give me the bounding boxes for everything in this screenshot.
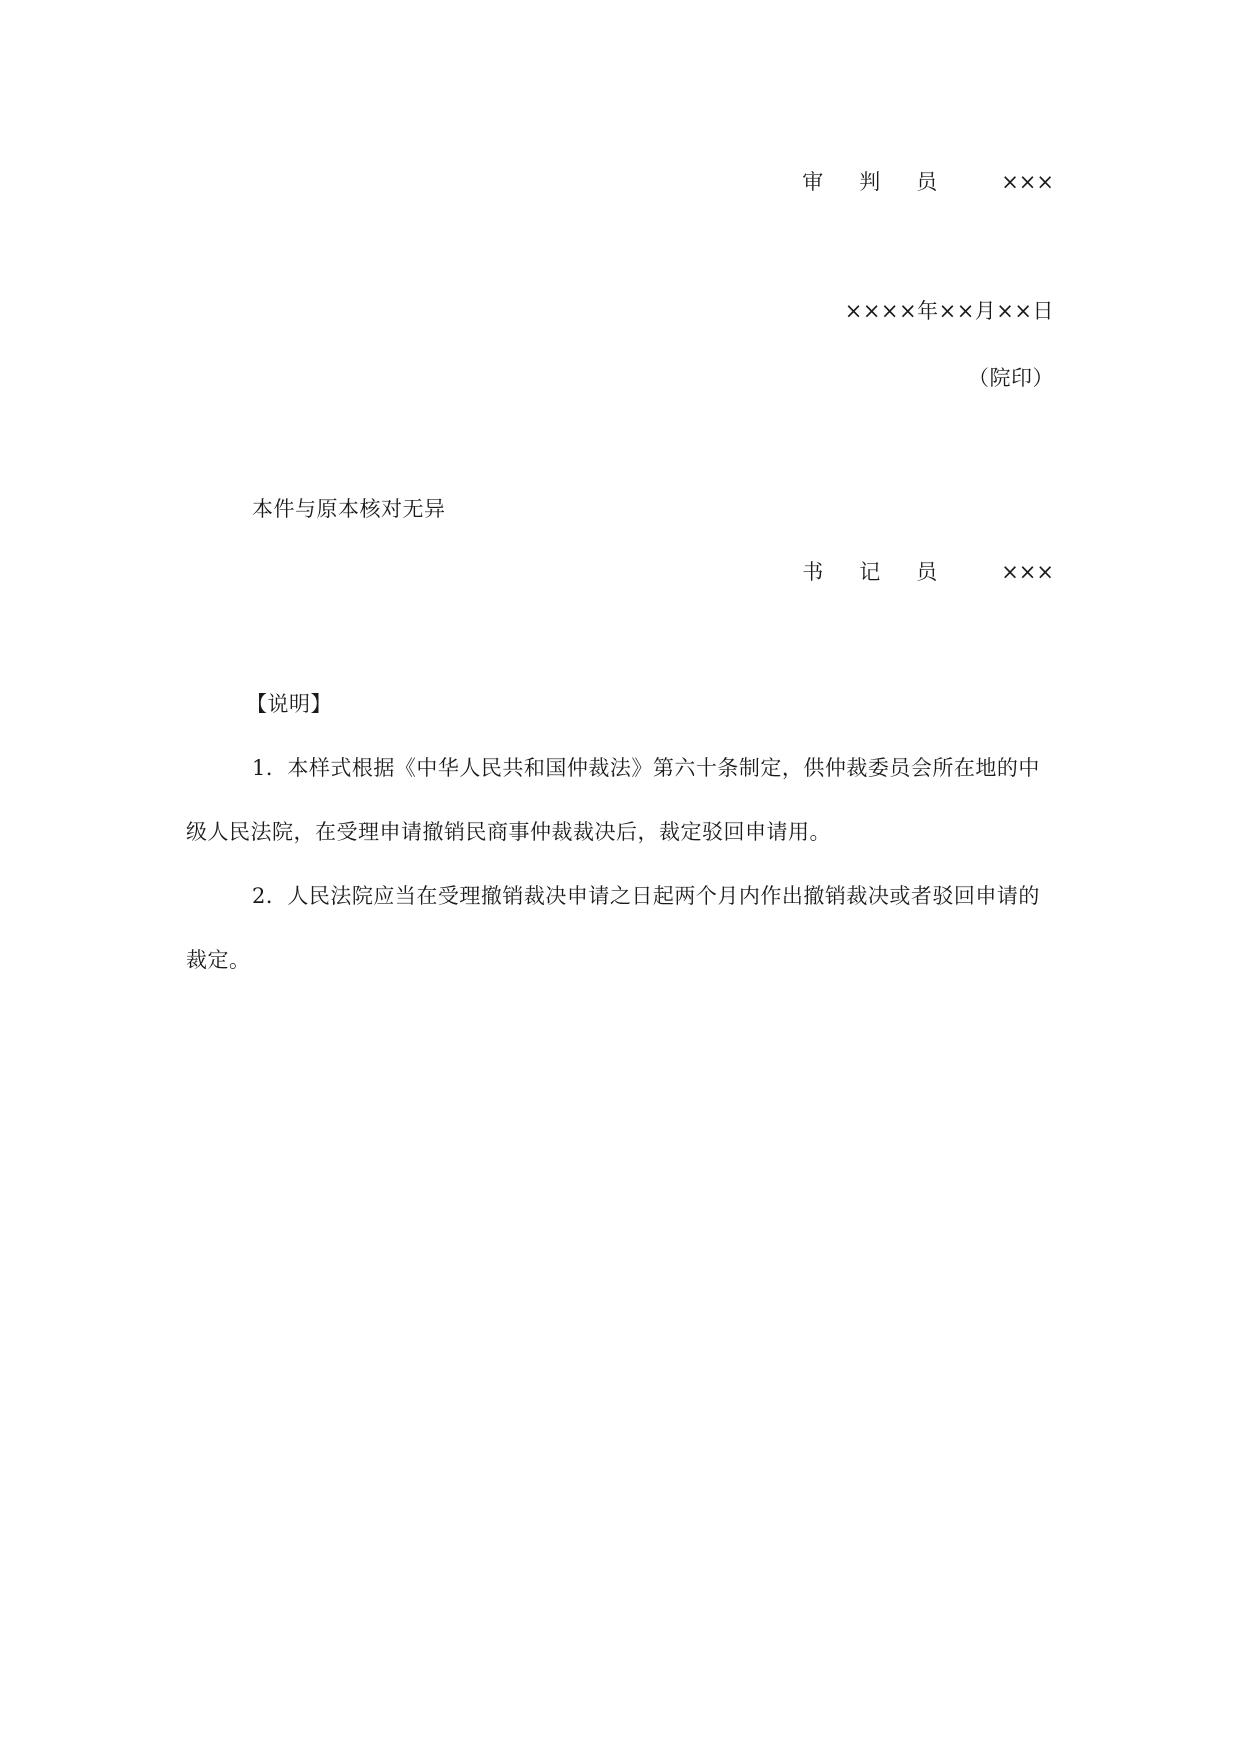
- judge-signature-row: [802, 168, 1054, 196]
- clerk-signature-row: [802, 558, 1054, 586]
- court-seal: （院印）: [968, 366, 1054, 390]
- notes-heading: 【说明】: [246, 692, 332, 716]
- note-item-2-line-2: 裁定。: [186, 948, 251, 972]
- document-date: ××××年××月××日: [844, 299, 1054, 323]
- clerk-title: 书记员: [802, 560, 974, 584]
- verification-statement: 本件与原本核对无异: [252, 497, 446, 521]
- judge-name: ×××: [1001, 170, 1054, 194]
- note-item-2-line-1: 2．人民法院应当在受理撤销裁决申请之日起两个月内作出撤销裁决或者驳回申请的: [252, 884, 1040, 908]
- note-item-1-line-2: 级人民法院，在受理申请撤销民商事仲裁裁决后，裁定驳回申请用。: [186, 820, 831, 844]
- clerk-name: ×××: [1001, 560, 1054, 584]
- note-item-1-line-1: 1．本样式根据《中华人民共和国仲裁法》第六十条制定，供仲裁委员会所在地的中: [252, 756, 1040, 780]
- judge-title: 审判员: [802, 170, 974, 194]
